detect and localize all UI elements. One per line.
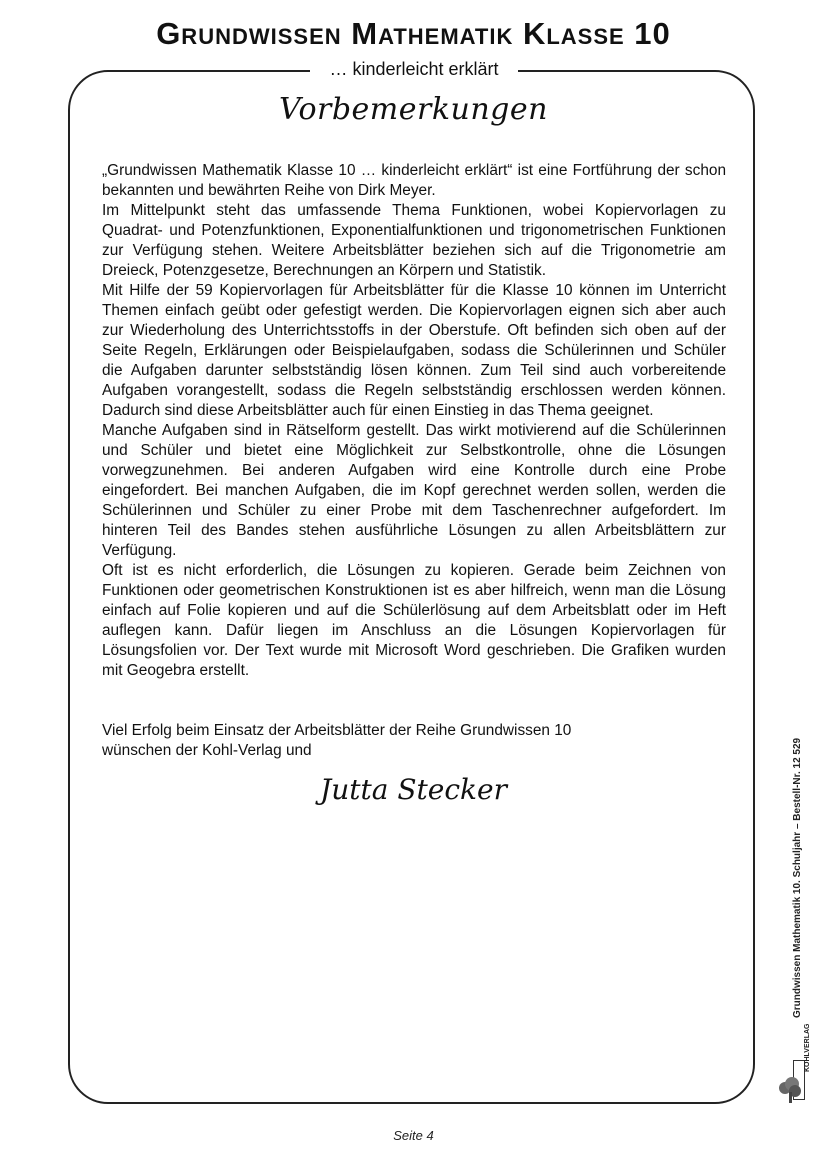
page-number: Seite 4 [393,1128,434,1143]
closing-line: Viel Erfolg beim Einsatz der Arbeitsblätter der Reihe Grundwissen 10 [102,722,572,739]
side-order-info: Grundwissen Mathematik 10. Schuljahr – Bestell-Nr. 12 529 [792,737,803,1018]
paragraph: Oft ist es nicht erforderlich, die Lösungen zu kopieren. Gerade beim Zeichnen von Funktionen oder geometrischen Konstruktionen ist es aber hilfreich, wenn man die Lösung einfach auf Folie kopieren und auf die Schülerlösung auf dem Arbeitsblatt oder im Heft auflegen kann. Dafür liegen im Anschluss an die Lösungen Kopiervorlagen für Lösungsfolien vor. Der Text wurde mit Microsoft Word geschrieben. Die Grafiken wurden mit Geogebra erstellt. [102,562,726,679]
body-text [102,161,726,681]
paragraph: Mit Hilfe der 59 Kopiervorlagen für Arbeitsblätter für die Klasse 10 können im Unterricht Themen einfach geübt oder gefestigt werden. Die Kopiervorlagen eignen sich aber auch zur Wiederholung des Unterrichtsstoffs in der Oberstufe. Oft befinden sich oben auf der Seite Regeln, Erklärungen oder Beispielaufgaben, sodass die Schülerinnen und Schüler die Aufgaben darunter selbstständig lösen können. Zum Teil sind auch vorbereitende Aufgaben vorangestellt, sodass die Regeln selbstständig erschlossen werden können. Dadurch sind diese Arbeitsblätter auch für einen Einstieg in das Thema geeignet. [102,282,726,419]
paragraph: Im Mittelpunkt steht das umfassende Thema Funktionen, wobei Kopiervorlagen zu Quadrat- und Potenzfunktionen, Exponentialfunktionen und trigonometrischen Funktionen zur Verfügung stehen. Weitere Arbeitsblätter beziehen sich auf die Trigonometrie am Dreieck, Potenzgesetze, Berechnungen an Körpern und Statistik. [102,202,726,279]
signature: Jutta Stecker [320,773,507,806]
tree-icon [776,1074,804,1104]
subtitle: … kinderleicht erklärt [310,58,518,80]
closing-line: wünschen der Kohl-Verlag und [102,742,312,759]
publisher-logo-text: KOHLVERLAG [804,1023,811,1072]
page-title: Grundwissen Mathematik Klasse 10 [156,16,671,51]
section-heading: Vorbemerkungen [279,92,548,127]
closing-text [102,721,702,761]
paragraph: Manche Aufgaben sind in Rätselform gestellt. Das wirkt motivierend auf die Schülerinnen und Schüler und bietet eine Möglichkeit zur Selbstkontrolle, ohne die Lösungen vorwegzunehmen. Bei anderen Aufgaben wird eine Kontrolle durch eine Probe eingefordert. Bei manchen Aufgaben, die im Kopf gerechnet werden sollen, werden die Schülerinnen und Schüler zu einer Probe mit dem Taschenrechner aufgefordert. Im hinteren Teil des Bandes stehen ausführliche Lösungen zu allen Arbeitsblättern zur Verfügung. [102,422,726,559]
paragraph: „Grundwissen Mathematik Klasse 10 … kinderleicht erklärt“ ist eine Fortführung der schon bekannten und bewährten Reihe von Dirk Meyer. [102,162,726,199]
